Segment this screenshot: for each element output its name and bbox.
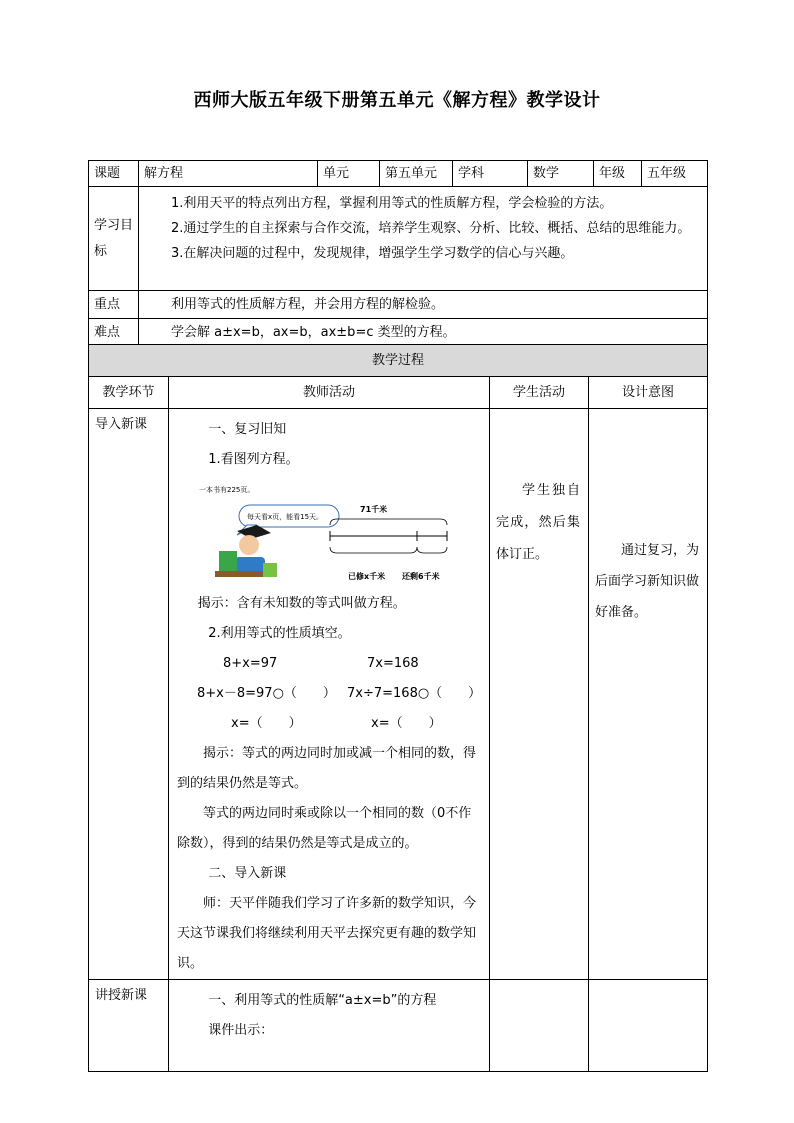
illus-book-text: 一本书有225页。	[199, 486, 255, 494]
reveal-2: 揭示：等式的两边同时加或减一个相同的数，得到的结果仍然是等式。	[177, 746, 477, 791]
grade-label: 年级	[594, 161, 642, 187]
equation-row-2	[177, 679, 481, 709]
col-teacher: 教师活动	[169, 377, 490, 409]
eq2-right: 7x÷7=168○（ ）	[347, 686, 482, 701]
goal-1: 1.利用天平的特点列出方程，掌握利用等式的性质解方程，学会检验的方法。	[171, 196, 613, 211]
goals-label: 学习目标	[89, 187, 139, 291]
goal-2: 2.通过学生的自主探索与合作交流，培养学生观察、分析、比较、概括、总结的思维能力。	[171, 221, 691, 236]
intent-teach	[589, 980, 708, 1072]
eq2-left: 8+x－8=97○（ ）	[197, 686, 336, 701]
left-brace	[417, 547, 447, 553]
new-lesson-title: 二、导入新课	[208, 866, 287, 881]
unit-value: 第五单元	[380, 161, 453, 187]
intent-intro	[589, 409, 708, 980]
equation-row-3	[177, 709, 481, 739]
key-label: 重点	[89, 291, 139, 319]
teacher-intro	[169, 409, 490, 980]
goals-cell	[139, 187, 708, 291]
stage-intro: 导入新课	[89, 409, 169, 980]
col-stage: 教学环节	[89, 377, 169, 409]
student-intro-text: 学生独自完成，然后集体订正。	[496, 483, 580, 562]
illus-walked-label: 已修x千米	[348, 572, 386, 581]
teach-line-2: 课件出示：	[208, 1023, 274, 1038]
document-title: 西师大版五年级下册第五单元《解方程》教学设计	[193, 90, 601, 111]
illus-bubble-text: 每天看x页，能看15天。	[247, 513, 324, 521]
illus-left-label: 还剩6千米	[402, 572, 440, 581]
process-header: 教学过程	[89, 345, 708, 377]
teach-line-1: 一、利用等式的性质解“a±x=b”的方程	[208, 993, 437, 1008]
illus-total-label: 71千米	[360, 505, 388, 514]
total-brace	[330, 519, 447, 525]
info-table	[88, 160, 708, 347]
subject-label: 学科	[453, 161, 528, 187]
subject-value: 数学	[528, 161, 594, 187]
intent-intro-text: 通过复习，为后面学习新知识做好准备。	[595, 543, 700, 620]
col-student: 学生活动	[490, 377, 589, 409]
student-reading-icon	[215, 525, 277, 577]
teacher-speech: 师：天平伴随我们学习了许多新的数学知识，今天这节课我们将继续利用天平去探究更有趣的数学知识。	[177, 896, 477, 971]
item-1: 1.看图列方程。	[208, 452, 299, 467]
col-intent: 设计意图	[589, 377, 708, 409]
illustration	[177, 479, 481, 585]
eq3-right: x=（ ）	[371, 716, 442, 731]
difficult-label: 难点	[89, 319, 139, 347]
review-title: 一、复习旧知	[208, 422, 287, 437]
eq1-right: 7x=168	[367, 656, 419, 671]
eq3-left: x=（ ）	[231, 716, 302, 731]
walked-brace	[330, 547, 417, 553]
item-2: 2.利用等式的性质填空。	[208, 626, 351, 641]
grade-value: 五年级	[642, 161, 708, 187]
teacher-teach	[169, 980, 490, 1072]
reveal-1: 揭示：含有未知数的等式叫做方程。	[197, 596, 406, 611]
eq1-left: 8+x=97	[223, 656, 278, 671]
difficult-value: 学会解 a±x=b，ax=b，ax±b=c 类型的方程。	[139, 319, 708, 347]
equation-row-1	[177, 649, 481, 679]
key-value: 利用等式的性质解方程，并会用方程的解检验。	[139, 291, 708, 319]
reveal-3: 等式的两边同时乘或除以一个相同的数（0不作除数），得到的结果仍然是等式是成立的。	[177, 806, 472, 851]
topic-value: 解方程	[139, 161, 318, 187]
unit-label: 单元	[318, 161, 380, 187]
goal-3: 3.在解决问题的过程中，发现规律，增强学生学习数学的信心与兴趣。	[171, 246, 574, 261]
illustration-graphic	[177, 479, 477, 585]
student-teach	[490, 980, 589, 1072]
student-intro	[490, 409, 589, 980]
process-table	[88, 344, 708, 1072]
topic-label: 课题	[89, 161, 139, 187]
stage-teach: 讲授新课	[89, 980, 169, 1072]
